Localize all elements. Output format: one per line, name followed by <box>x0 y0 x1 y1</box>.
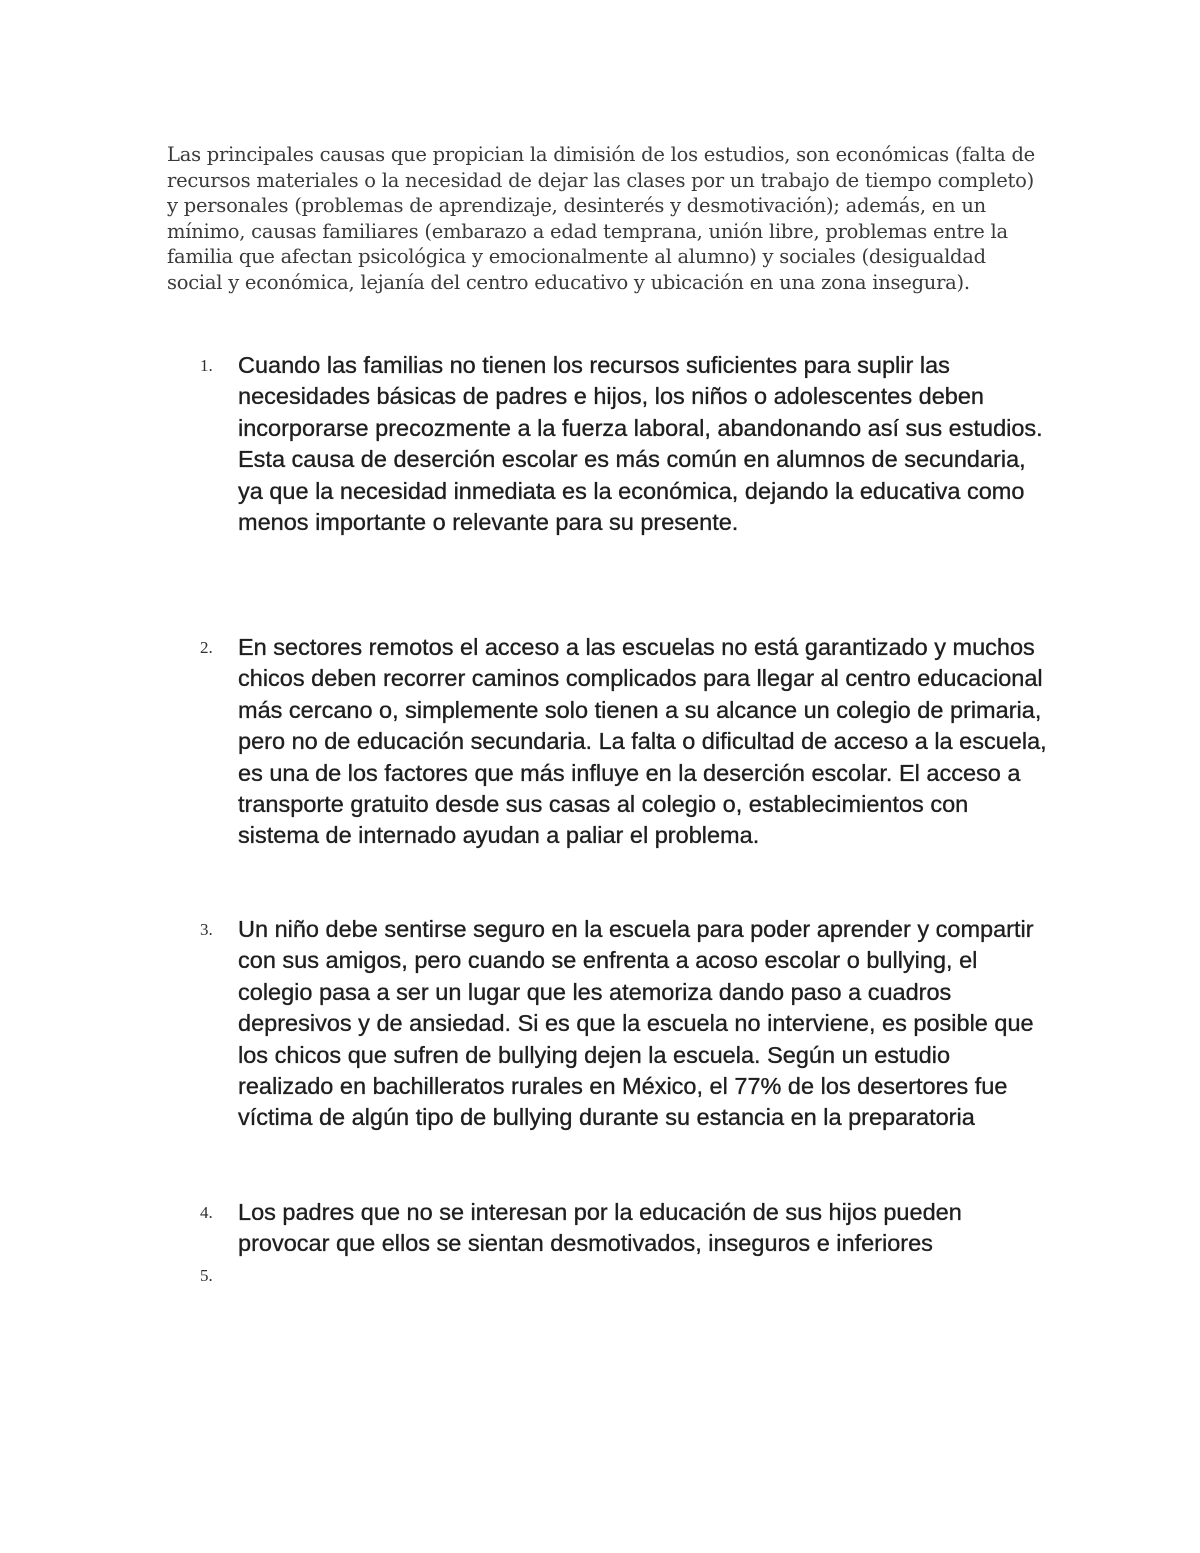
list-item-number: 4. <box>200 1203 213 1222</box>
list-item-text: Un niño debe sentirse seguro en la escuela para poder aprender y compartir con sus amigos, pero cuando se enfrenta a acoso escolar o bullying, el colegio pasa a ser un lugar que les atemoriza dando paso a cuadros depresivos y de ansiedad. Si es que la escuela no interviene, es posible que los chicos que sufren de bullying dejen la escuela. Según un estudio realizado en bachilleratos rurales en México, el 77% de los desertores fue víctima de algún tipo de bullying durante su estancia en la preparatoria <box>238 916 1034 1131</box>
list-item-text: En sectores remotos el acceso a las escuelas no está garantizado y muchos chicos deben recorrer caminos complicados para llegar al centro educacional más cercano o, simplemente solo tienen a su alcance un colegio de primaria, pero no de educación secundaria. La falta o dificultad de acceso a la escuela, es una de los factores que más influye en la deserción escolar. El acceso a transporte gratuito desde sus casas al colegio o, establecimientos con sistema de internado ayudan a paliar el problema. <box>238 634 1047 849</box>
list-item-text: Cuando las familias no tienen los recursos suficientes para suplir las necesidades básicas de padres e hijos, los niños o adolescentes deben incorporarse precozmente a la fuerza laboral, abandonando así sus estudios. Esta causa de deserción escolar es más común en alumnos de secundaria, ya que la necesidad inmediata es la económica, dejando la educativa como menos importante o relevante para su presente. <box>238 352 1043 536</box>
list-item-text: Los padres que no se interesan por la educación de sus hijos pueden provocar que ellos se sientan desmotivados, inseguros e inferiores <box>238 1199 962 1257</box>
list-item-number: 5. <box>200 1266 213 1285</box>
list-item-number: 3. <box>200 920 213 939</box>
intro-paragraph: Las principales causas que propician la dimisión de los estudios, son económicas (falta de recursos materiales o la necesidad de dejar las clases por un trabajo de tiempo completo) y personales (problemas de aprendizaje, desinterés y desmotivación); además, en un mínimo, causas familiares (embarazo a edad temprana, unión libre, problemas entre la familia que afectan psicológica y emocionalmente al alumno) y sociales (desigualdad social y económica, lejanía del centro educativo y ubicación en una zona insegura). <box>167 143 1035 294</box>
list-item-number: 2. <box>200 638 213 657</box>
list-item-number: 1. <box>200 356 213 375</box>
